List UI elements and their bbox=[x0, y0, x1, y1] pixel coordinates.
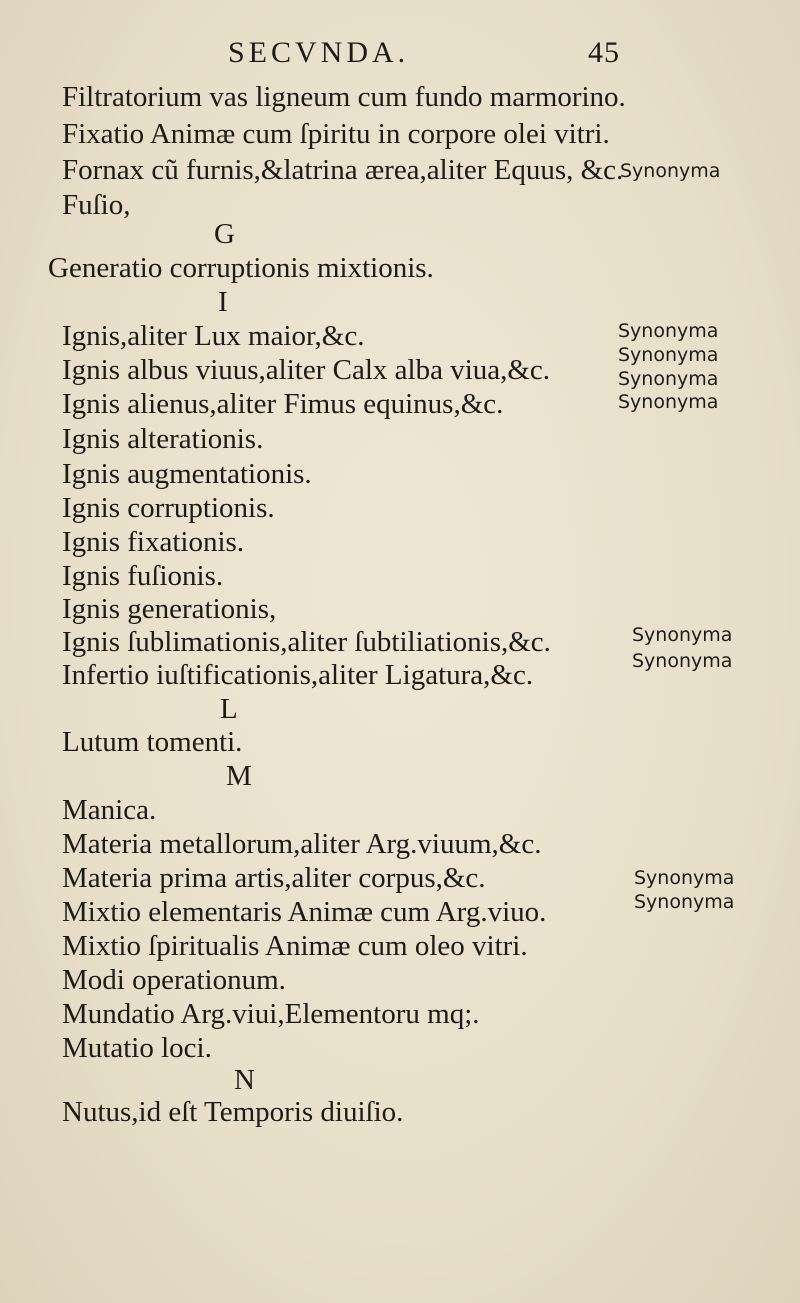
margin-note-synonyma: Synonyma bbox=[634, 867, 735, 889]
margin-note-synonyma: Synonyma bbox=[618, 344, 719, 366]
entry-line: Mundatio Arg.viui,Elementoru mq;. bbox=[62, 998, 480, 1030]
entry-line: Ignis alienus,aliter Fimus equinus,&c. bbox=[62, 388, 504, 420]
entry-line: Ignis,aliter Lux maior,&c. bbox=[62, 320, 365, 352]
entry-line: Fuſio, bbox=[62, 189, 131, 221]
margin-note-synonyma: Synonyma bbox=[618, 391, 719, 413]
entry-line: Materia prima artis,aliter corpus,&c. bbox=[62, 862, 486, 894]
section-letter: M bbox=[226, 760, 252, 792]
entry-line: Manica. bbox=[62, 794, 157, 826]
entry-line: Infertio iuſtificationis,aliter Ligatura,&c. bbox=[62, 659, 534, 691]
entry-line: Fornax cũ furnis,&latrina ærea,aliter Equus, &c. bbox=[62, 154, 624, 186]
margin-note-synonyma: Synonyma bbox=[620, 160, 721, 182]
entry-line: Ignis augmentationis. bbox=[62, 458, 312, 490]
entry-line: Materia metallorum,aliter Arg.viuum,&c. bbox=[62, 828, 542, 860]
margin-note-synonyma: Synonyma bbox=[634, 891, 735, 913]
margin-note-synonyma: Synonyma bbox=[618, 320, 719, 342]
entry-line: Mixtio elementaris Animæ cum Arg.viuo. bbox=[62, 896, 547, 928]
section-letter: I bbox=[218, 286, 228, 318]
entry-line: Ignis corruptionis. bbox=[62, 492, 275, 524]
section-letter: G bbox=[214, 218, 235, 250]
entry-line: Generatio corruptionis mixtionis. bbox=[48, 252, 434, 284]
entry-line: Ignis albus viuus,aliter Calx alba viua,&c. bbox=[62, 354, 551, 386]
running-header: SECVNDA. bbox=[228, 36, 410, 69]
margin-note-synonyma: Synonyma bbox=[632, 624, 733, 646]
margin-note-synonyma: Synonyma bbox=[618, 368, 719, 390]
page-number: 45 bbox=[588, 36, 620, 69]
entry-line: Ignis fuſionis. bbox=[62, 560, 224, 592]
entry-line: Lutum tomenti. bbox=[62, 726, 243, 758]
section-letter: N bbox=[234, 1064, 255, 1096]
entry-line: Ignis generationis, bbox=[62, 593, 277, 625]
margin-note-synonyma: Synonyma bbox=[632, 650, 733, 672]
entry-line: Fixatio Animæ cum ſpiritu in corpore olei vitri. bbox=[62, 118, 610, 150]
entry-line: Ignis ſublimationis,aliter ſubtiliationis,&c. bbox=[62, 626, 551, 658]
section-letter: L bbox=[220, 693, 238, 725]
entry-line: Filtratorium vas ligneum cum fundo marmorino. bbox=[62, 81, 626, 113]
entry-line: Ignis fixationis. bbox=[62, 526, 245, 558]
entry-line: Modi operationum. bbox=[62, 964, 286, 996]
entry-line: Nutus,id eſt Temporis diuiſio. bbox=[62, 1096, 404, 1128]
entry-line: Ignis alterationis. bbox=[62, 423, 264, 455]
entry-line: Mixtio ſpiritualis Animæ cum oleo vitri. bbox=[62, 930, 528, 962]
entry-line: Mutatio loci. bbox=[62, 1032, 212, 1064]
